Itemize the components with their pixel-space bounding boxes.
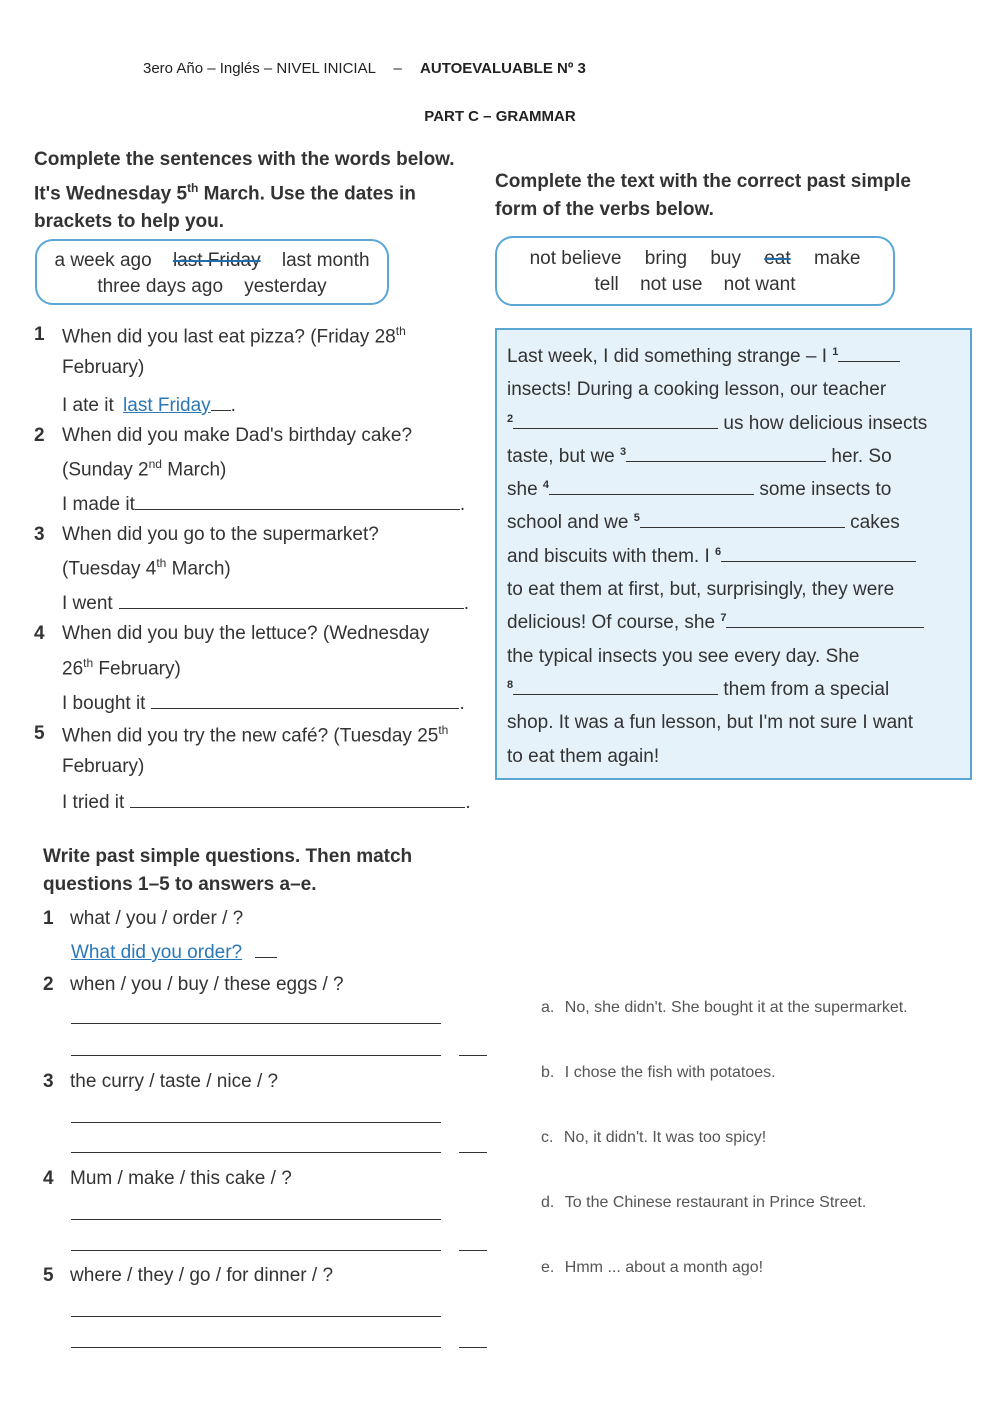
answer-option-e: e. Hmm ... about a month ago! bbox=[541, 1259, 764, 1276]
blank-input[interactable] bbox=[135, 491, 460, 510]
word-option: bring bbox=[644, 248, 688, 269]
ex2-word-box bbox=[495, 236, 895, 306]
match-blank[interactable] bbox=[459, 1250, 487, 1251]
blank-input[interactable] bbox=[513, 674, 718, 695]
match-blank[interactable] bbox=[459, 1055, 487, 1056]
blank-input[interactable] bbox=[721, 541, 916, 562]
answer-line: I ate it last Friday . bbox=[62, 392, 236, 417]
blank-input[interactable] bbox=[549, 474, 754, 495]
blank-input[interactable] bbox=[513, 408, 718, 429]
word-option: last month bbox=[281, 250, 370, 271]
ex1-item-1: 1 When did you last eat pizza? (Friday 28th bbox=[34, 324, 406, 348]
blank-input[interactable] bbox=[119, 590, 464, 609]
word-option: not use bbox=[640, 274, 703, 295]
blank-input[interactable] bbox=[71, 1023, 441, 1024]
blank-input[interactable] bbox=[71, 1316, 441, 1317]
word-option: a week ago bbox=[54, 250, 152, 271]
blank-input[interactable] bbox=[838, 341, 900, 362]
answer-option-a: a. No, she didn't. She bought it at the supermarket. bbox=[541, 999, 908, 1016]
blank-input[interactable] bbox=[726, 607, 924, 628]
match-blank[interactable] bbox=[459, 1347, 487, 1348]
ex3-instruction: Write past simple questions. Then match questions 1–5 to answers a–e. bbox=[43, 846, 413, 895]
section-title: PART C – GRAMMAR bbox=[424, 108, 576, 125]
blank-input[interactable] bbox=[71, 1055, 441, 1056]
answer-option-b: b. I chose the fish with potatoes. bbox=[541, 1064, 776, 1081]
blank-input[interactable] bbox=[151, 690, 459, 709]
answer-option-c: c. No, it didn't. It was too spicy! bbox=[541, 1129, 767, 1146]
word-option: yesterday bbox=[244, 276, 327, 297]
word-option: three days ago bbox=[97, 276, 224, 297]
page-title: AUTOEVALUABLE Nº 3 bbox=[420, 60, 586, 77]
word-option: buy bbox=[710, 248, 741, 269]
ex3-item-3: 3 the curry / taste / nice / ? bbox=[43, 1071, 279, 1092]
example-answer: What did you order? bbox=[71, 939, 277, 964]
ex2-instruction: Complete the text with the correct past simple form of the verbs below. bbox=[495, 171, 911, 220]
ex1-item-5: 5 When did you try the new café? (Tuesday 25th bbox=[34, 723, 449, 747]
ex1-word-box bbox=[35, 239, 389, 305]
blank-input[interactable] bbox=[71, 1347, 441, 1348]
ex2-text-box: Last week, I did something strange – I $^1$ insects! During a cooking lesson, our teacher $^2$ us how delicious insects taste, but we $^3$ her. So she $^4$ some insects to school and we $^5$ cakes and biscuits with them. I $^6$ to eat them at first, but, surprisingly, they were delicious! Of course, she $^7$ the typical insects you see every day. She $^8$ them from a special shop. It was a fun lesson, but I'm not sure I want to eat them again! bbox=[495, 328, 972, 780]
word-option-used: eat bbox=[764, 248, 791, 269]
ex3-item-1: 1 what / you / order / ? bbox=[43, 908, 244, 929]
course-header: 3ero Año – Inglés – NIVEL INICIAL – AUTOEVALUABLE Nº 3 bbox=[143, 60, 586, 77]
word-option: not want bbox=[723, 274, 796, 295]
word-option: tell bbox=[594, 274, 619, 295]
blank-input[interactable] bbox=[71, 1219, 441, 1220]
ex1-instruction: Complete the sentences with the words below. It's Wednesday 5th March. Use the dates in brackets to help you. bbox=[34, 149, 455, 233]
answer-line: I tried it . bbox=[62, 789, 471, 814]
blank-input[interactable] bbox=[71, 1152, 441, 1153]
ex3-item-2: 2 when / you / buy / these eggs / ? bbox=[43, 974, 344, 995]
blank-input[interactable] bbox=[640, 507, 845, 528]
match-blank[interactable] bbox=[459, 1152, 487, 1153]
word-option: not believe bbox=[529, 248, 622, 269]
ex3-item-4: 4 Mum / make / this cake / ? bbox=[43, 1168, 292, 1189]
ex3-item-5: 5 where / they / go / for dinner / ? bbox=[43, 1265, 334, 1286]
ex1-item-2: 2 When did you make Dad's birthday cake? bbox=[34, 425, 413, 446]
blank-input[interactable] bbox=[626, 441, 826, 462]
answer-option-d: d. To the Chinese restaurant in Prince Street. bbox=[541, 1194, 867, 1211]
ex1-item-3: 3 When did you go to the supermarket? bbox=[34, 524, 379, 545]
blank-input[interactable] bbox=[71, 1122, 441, 1123]
answer-line: I bought it . bbox=[62, 690, 465, 715]
blank-input[interactable] bbox=[130, 789, 465, 808]
filled-answer: last Friday bbox=[123, 395, 211, 416]
word-option-used: last Friday bbox=[172, 250, 261, 271]
word-option: make bbox=[813, 248, 861, 269]
answer-line: I made it . bbox=[62, 491, 465, 516]
answer-line: I went . bbox=[62, 590, 469, 615]
blank-input[interactable] bbox=[71, 1250, 441, 1251]
ex1-item-4: 4 When did you buy the lettuce? (Wednesday bbox=[34, 623, 430, 644]
